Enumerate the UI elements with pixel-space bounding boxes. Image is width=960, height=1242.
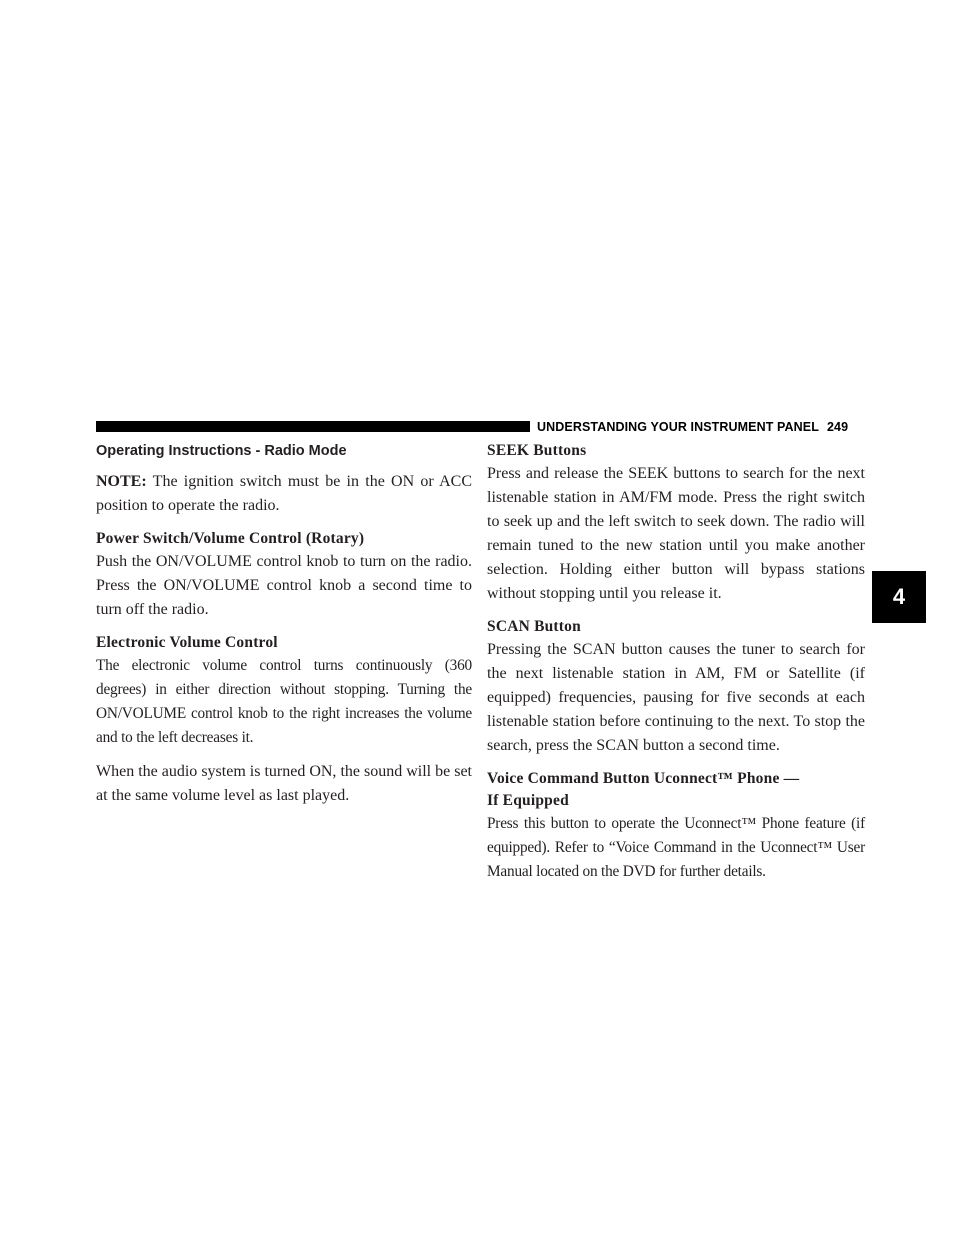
volume-control-block [96,632,472,750]
note-text: The ignition switch must be in the ON or ACC position to operate the radio. [96,473,472,514]
chapter-tab: 4 [872,571,926,623]
section-title: Operating Instructions - Radio Mode [96,443,347,459]
volume-control-heading: Electronic Volume Control [96,634,278,651]
note-paragraph [96,470,472,518]
scan-heading: SCAN Button [487,618,581,635]
page-number: 249 [826,420,849,434]
volume-control-text: The electronic volume control turns continuously (360 degrees) in either direction without stopping. Turning the ON/VOLUME control knob to the right increases the volume and to the left decreases it. [96,657,472,746]
seek-block [487,440,865,606]
power-switch-block [96,528,472,622]
running-header-title: UNDERSTANDING YOUR INSTRUMENT PANEL [537,420,819,434]
voice-command-block [487,768,865,884]
voice-command-heading-line2: If Equipped [487,792,569,809]
header-rule [96,421,530,432]
note-label: NOTE: [96,473,147,490]
seek-heading: SEEK Buttons [487,442,587,459]
seek-text: Press and release the SEEK buttons to search for the next listenable station in AM/FM mode. Press the right switch to seek up and the left switch to seek down. The radio will remain tuned to the new station until you make another selection. Holding either button will bypass stations without stopping until you release it. [487,465,865,602]
voice-command-heading-line1: Voice Command Button Uconnect™ Phone — [487,770,800,787]
right-column [487,440,865,894]
scan-text: Pressing the SCAN button causes the tuner to search for the next listenable station in AM, FM or Satellite (if equipped) frequencies, pausing for five seconds at each listenable station before continuing to the next. To stop the search, press the SCAN button a second time. [487,641,865,754]
scan-block [487,616,865,758]
power-switch-heading: Power Switch/Volume Control (Rotary) [96,530,365,547]
audio-system-text: When the audio system is turned ON, the sound will be set at the same volume level as last played. [96,763,472,804]
voice-command-text: Press this button to operate the Uconnect™ Phone feature (if equipped). Refer to “Voice Command in the Uconnect™ User Manual located on the DVD for further details. [487,815,865,880]
power-switch-text: Push the ON/VOLUME control knob to turn on the radio. Press the ON/VOLUME control knob a second time to turn off the radio. [96,553,472,618]
running-header [537,419,848,435]
left-column [96,440,472,818]
